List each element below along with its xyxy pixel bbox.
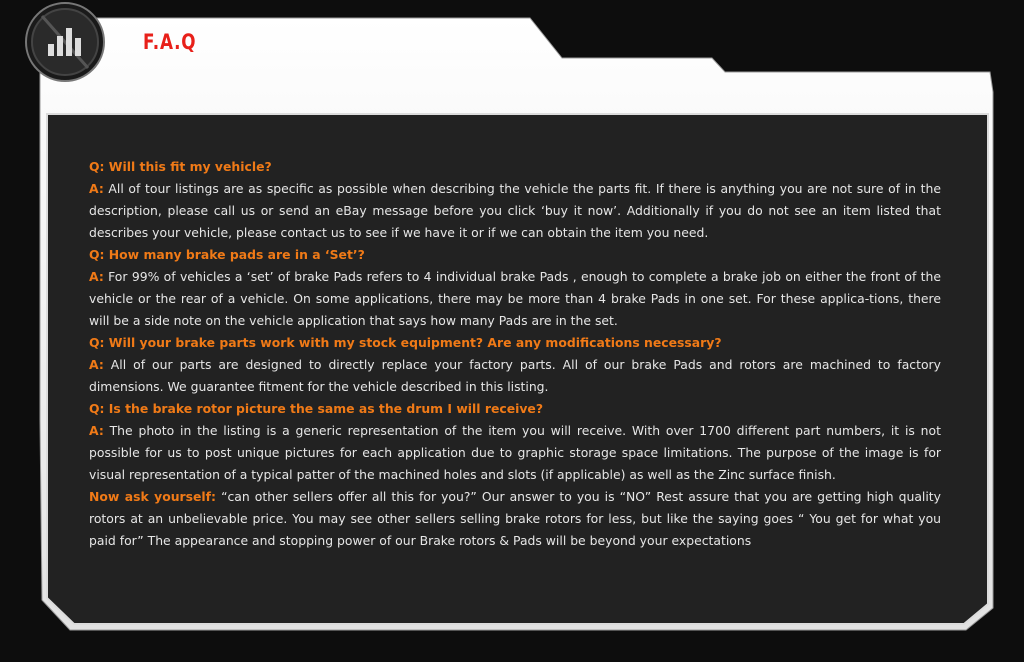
- faq-content: [89, 156, 941, 552]
- closing-paragraph: [89, 486, 941, 552]
- faq-question: Q: Will this fit my vehicle?: [89, 159, 272, 174]
- closing-text: “can other sellers offer all this for you?” Our answer to you is “NO” Rest assure that you are getting high quality rotors at an unbelievable price. You may see other sellers selling brake rotors for less, but like the saying goes “ You get for what you paid for” The appearance and stopping power of our Brake rotors & Pads will be beyond your expectations: [89, 489, 941, 548]
- answer-text: The photo in the listing is a generic representation of the item you will receive. With over 1700 different part numbers, it is not possible for us to post unique pictures for each application due to graphic storage space limitations. The purpose of the image is for visual representation of a typical patter of the machined holes and slots (if applicable) as well as the Zinc surface finish.: [89, 423, 941, 482]
- answer-label: A:: [89, 181, 104, 196]
- faq-question: Q: Will your brake parts work with my stock equipment? Are any modifications necessary?: [89, 335, 722, 350]
- answer-label: A:: [89, 269, 104, 284]
- faq-question: Q: How many brake pads are in a ‘Set’?: [89, 247, 365, 262]
- faq-answer: [89, 420, 941, 486]
- faq-question: Q: Is the brake rotor picture the same as the drum I will receive?: [89, 401, 544, 416]
- answer-text: All of tour listings are as specific as possible when describing the vehicle the parts fit. If there is anything you are not sure of in the description, please call us or send an eBay message before you click ‘buy it now’. Additionally if you do not see an item listed that describes your vehicle, please contact us to see if we have it or if we can obtain the item you need.: [89, 181, 941, 240]
- answer-text: For 99% of vehicles a ‘set’ of brake Pads refers to 4 individual brake Pads , enough to complete a brake job on either the front of the vehicle or the rear of a vehicle. On some applications, there may be more than 4 brake Pads in one set. For these applica-tions, there will be a side note on the vehicle application that says how many Pads are in the set.: [89, 269, 941, 328]
- answer-text: All of our parts are designed to directly replace your factory parts. All of our brake Pads and rotors are machined to factory dimensions. We guarantee fitment for the vehicle described in this listing.: [89, 357, 941, 394]
- page-title: F.A.Q: [143, 30, 197, 54]
- answer-label: A:: [89, 423, 104, 438]
- bar-chart-badge-icon: [22, 2, 108, 82]
- faq-answer: [89, 266, 941, 332]
- faq-answer: [89, 354, 941, 398]
- faq-answer: [89, 178, 941, 244]
- answer-label: A:: [89, 357, 104, 372]
- closing-label: Now ask yourself:: [89, 489, 217, 504]
